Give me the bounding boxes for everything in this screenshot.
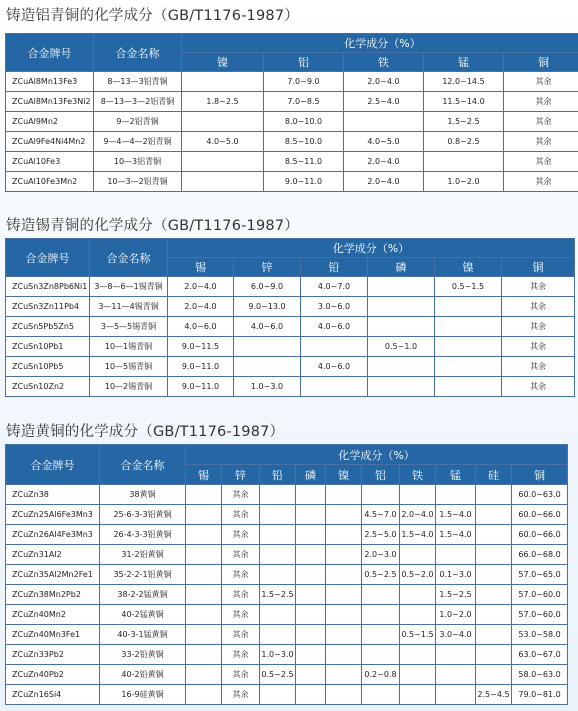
alloy-grade-cell: ZCuAl8Mn13Fe3Ni2 <box>6 92 94 112</box>
alloy-grade-cell: ZCuZn40Mn2 <box>6 605 100 625</box>
composition-cell <box>476 525 512 545</box>
element-header: 锡 <box>168 258 234 277</box>
composition-cell <box>435 377 502 397</box>
composition-cell: 4.0~5.0 <box>182 132 264 152</box>
composition-cell: 8.5~10.0 <box>264 132 344 152</box>
composition-cell: 11.5~14.0 <box>424 92 504 112</box>
composition-cell: 58.0~63.0 <box>512 665 568 685</box>
element-header: 铝 <box>264 53 344 72</box>
composition-cell <box>400 605 436 625</box>
composition-cell: 其余 <box>222 685 260 705</box>
alloy-grade-cell: ZCuZn38Mn2Pb2 <box>6 585 100 605</box>
column-header-composition: 化学成分（%） <box>168 239 575 258</box>
composition-cell <box>260 685 296 705</box>
composition-cell: 1.0~2.0 <box>436 605 476 625</box>
section-title-tin-bronze: 铸造锡青铜的化学成分（GB/T1176-1987） <box>6 218 299 234</box>
table-row <box>6 645 568 665</box>
table-row <box>6 337 575 357</box>
composition-cell: 2.0~3.0 <box>362 545 400 565</box>
section-title-aluminium-bronze: 铸造铝青铜的化学成分（GB/T1176-1987） <box>6 8 299 24</box>
element-header: 铜 <box>502 258 575 277</box>
composition-cell <box>326 665 362 685</box>
alloy-name-cell: 40-3-1锰黄铜 <box>100 625 186 645</box>
composition-cell <box>400 585 436 605</box>
composition-cell: 0.5~1.5 <box>400 625 436 645</box>
composition-cell <box>476 605 512 625</box>
alloy-grade-cell: ZCuZn31Al2 <box>6 545 100 565</box>
element-header: 铅 <box>260 465 296 485</box>
composition-cell: 57.0~60.0 <box>512 605 568 625</box>
composition-cell <box>400 665 436 685</box>
element-header: 镍 <box>326 465 362 485</box>
composition-cell: 60.0~66.0 <box>512 505 568 525</box>
alloy-grade-cell: ZCuAl8Mn13Fe3 <box>6 72 94 92</box>
composition-cell <box>182 112 264 132</box>
composition-cell: 0.5~2.5 <box>260 665 296 685</box>
table-row <box>6 525 568 545</box>
alloy-grade-cell: ZCuZn16Si4 <box>6 685 100 705</box>
alloy-name-cell: 10—3—2铝青铜 <box>94 172 182 192</box>
alloy-name-cell: 38-2-2锰黄铜 <box>100 585 186 605</box>
composition-cell <box>182 152 264 172</box>
composition-cell <box>296 605 326 625</box>
table-row <box>6 357 575 377</box>
column-header-name: 合金名称 <box>90 239 168 277</box>
composition-cell <box>326 565 362 585</box>
composition-cell: 2.0~4.0 <box>344 172 424 192</box>
table-row <box>6 585 568 605</box>
composition-cell <box>186 505 222 525</box>
alloy-name-cell: 9—4—4—2铝青铜 <box>94 132 182 152</box>
column-header-name: 合金名称 <box>100 445 186 485</box>
composition-cell <box>362 585 400 605</box>
composition-cell <box>234 337 301 357</box>
composition-cell <box>326 525 362 545</box>
composition-cell: 其余 <box>504 152 578 172</box>
composition-cell <box>326 485 362 505</box>
composition-cell <box>296 545 326 565</box>
composition-cell <box>362 625 400 645</box>
composition-cell: 其余 <box>504 172 578 192</box>
composition-cell: 1.0~3.0 <box>260 645 296 665</box>
composition-cell: 2.0~4.0 <box>400 505 436 525</box>
composition-cell <box>296 645 326 665</box>
composition-cell: 1.5~2.5 <box>260 585 296 605</box>
composition-cell: 其余 <box>504 72 578 92</box>
composition-cell <box>368 317 435 337</box>
composition-cell: 4.0~5.0 <box>344 132 424 152</box>
composition-cell <box>362 685 400 705</box>
element-header: 锡 <box>186 465 222 485</box>
composition-cell: 其余 <box>222 605 260 625</box>
composition-cell: 2.5~4.0 <box>344 92 424 112</box>
composition-cell: 4.0~6.0 <box>301 357 368 377</box>
alloy-name-cell: 3—8—6—1锡青铜 <box>90 277 168 297</box>
composition-cell: 12.0~14.5 <box>424 72 504 92</box>
element-header: 镍 <box>435 258 502 277</box>
section-title-brass: 铸造黄铜的化学成分（GB/T1176-1987） <box>6 424 285 440</box>
composition-cell: 66.0~68.0 <box>512 545 568 565</box>
table-row <box>6 665 568 685</box>
composition-cell: 79.0~81.0 <box>512 685 568 705</box>
composition-cell <box>186 665 222 685</box>
composition-cell: 2.5~4.5 <box>476 685 512 705</box>
composition-cell <box>296 665 326 685</box>
composition-cell: 4.0~7.0 <box>301 277 368 297</box>
composition-cell <box>476 625 512 645</box>
composition-cell <box>368 377 435 397</box>
alloy-grade-cell: ZCuSn3Zn11Pb4 <box>6 297 90 317</box>
composition-cell <box>260 565 296 585</box>
alloy-name-cell: 10—3铝青铜 <box>94 152 182 172</box>
alloy-name-cell: 35-2-2-1铝黄铜 <box>100 565 186 585</box>
composition-cell: 60.0~66.0 <box>512 525 568 545</box>
alloy-grade-cell: ZCuAl9Mn2 <box>6 112 94 132</box>
alloy-name-cell: 40-2锰黄铜 <box>100 605 186 625</box>
composition-cell <box>400 685 436 705</box>
composition-cell: 2.0~4.0 <box>344 72 424 92</box>
element-header: 铁 <box>344 53 424 72</box>
composition-cell <box>301 337 368 357</box>
composition-cell: 63.0~67.0 <box>512 645 568 665</box>
brass-table <box>5 444 568 705</box>
composition-cell <box>436 645 476 665</box>
table-row <box>6 625 568 645</box>
composition-cell <box>435 297 502 317</box>
composition-cell <box>260 505 296 525</box>
composition-cell: 4.5~7.0 <box>362 505 400 525</box>
alloy-grade-cell: ZCuZn35Al2Mn2Fe1 <box>6 565 100 585</box>
column-header-grade: 合金牌号 <box>6 445 100 485</box>
alloy-name-cell: 16-9硅黄铜 <box>100 685 186 705</box>
composition-cell: 60.0~63.0 <box>512 485 568 505</box>
alloy-grade-cell: ZCuSn5Pb5Zn5 <box>6 317 90 337</box>
element-header: 铝 <box>362 465 400 485</box>
composition-cell: 0.5~1.0 <box>368 337 435 357</box>
composition-cell <box>182 172 264 192</box>
composition-cell <box>186 485 222 505</box>
composition-cell: 其余 <box>504 132 578 152</box>
composition-cell <box>436 545 476 565</box>
composition-cell: 1.5~4.0 <box>436 525 476 545</box>
composition-cell: 53.0~58.0 <box>512 625 568 645</box>
element-header: 磷 <box>368 258 435 277</box>
table-row <box>6 545 568 565</box>
composition-cell: 其余 <box>502 277 575 297</box>
composition-cell: 其余 <box>222 485 260 505</box>
composition-cell <box>476 485 512 505</box>
composition-cell <box>296 685 326 705</box>
table-row <box>6 297 575 317</box>
composition-cell: 1.5~4.0 <box>436 505 476 525</box>
composition-cell <box>344 112 424 132</box>
composition-cell: 其余 <box>502 357 575 377</box>
table-row <box>6 377 575 397</box>
composition-cell: 2.0~4.0 <box>168 277 234 297</box>
alloy-name-cell: 10—5锡青铜 <box>90 357 168 377</box>
column-header-grade: 合金牌号 <box>6 239 90 277</box>
element-header: 镍 <box>182 53 264 72</box>
element-header: 磷 <box>296 465 326 485</box>
composition-cell <box>368 357 435 377</box>
composition-cell <box>260 545 296 565</box>
composition-cell <box>362 605 400 625</box>
alloy-name-cell: 33-2铅黄铜 <box>100 645 186 665</box>
alloy-grade-cell: ZCuZn25Al6Fe3Mn3 <box>6 505 100 525</box>
composition-cell: 0.5~1.5 <box>435 277 502 297</box>
alloy-name-cell: 8—13—3铝青铜 <box>94 72 182 92</box>
table-row <box>6 277 575 297</box>
composition-cell <box>326 505 362 525</box>
column-header-composition: 化学成分（%） <box>182 34 578 53</box>
element-header: 铜 <box>512 465 568 485</box>
alloy-grade-cell: ZCuZn26Al4Fe3Mn3 <box>6 525 100 545</box>
composition-cell <box>186 545 222 565</box>
element-header: 锰 <box>424 53 504 72</box>
composition-cell <box>362 485 400 505</box>
composition-cell <box>368 277 435 297</box>
table-row <box>6 605 568 625</box>
alloy-name-cell: 40-2铅黄铜 <box>100 665 186 685</box>
composition-cell: 其余 <box>502 337 575 357</box>
composition-cell: 9.0~11.5 <box>168 337 234 357</box>
composition-cell: 4.0~6.0 <box>301 317 368 337</box>
composition-cell: 8.0~10.0 <box>264 112 344 132</box>
alloy-name-cell: 26-4-3-3铝黄铜 <box>100 525 186 545</box>
composition-cell <box>260 525 296 545</box>
composition-cell <box>326 585 362 605</box>
composition-cell: 0.5~2.5 <box>362 565 400 585</box>
composition-cell: 其余 <box>222 505 260 525</box>
composition-cell: 其余 <box>222 645 260 665</box>
composition-cell: 1.5~4.0 <box>400 525 436 545</box>
composition-cell <box>296 505 326 525</box>
composition-cell <box>368 297 435 317</box>
alloy-name-cell: 38黄铜 <box>100 485 186 505</box>
alloy-name-cell: 3—5—5锡青铜 <box>90 317 168 337</box>
composition-cell: 1.5~2.5 <box>424 112 504 132</box>
alloy-grade-cell: ZCuZn33Pb2 <box>6 645 100 665</box>
composition-cell <box>301 377 368 397</box>
composition-cell: 其余 <box>222 525 260 545</box>
composition-cell: 1.8~2.5 <box>182 92 264 112</box>
alloy-grade-cell: ZCuAl10Fe3 <box>6 152 94 172</box>
composition-cell <box>435 317 502 337</box>
composition-cell: 7.0~9.0 <box>264 72 344 92</box>
alloy-name-cell: 8—13—3—2铝青铜 <box>94 92 182 112</box>
alloy-grade-cell: ZCuSn10Zn2 <box>6 377 90 397</box>
composition-cell <box>186 685 222 705</box>
composition-cell: 2.0~4.0 <box>168 297 234 317</box>
composition-cell <box>186 525 222 545</box>
composition-cell <box>186 605 222 625</box>
composition-cell: 9.0~13.0 <box>234 297 301 317</box>
table-row <box>6 172 578 192</box>
composition-cell: 其余 <box>222 565 260 585</box>
composition-cell: 其余 <box>222 625 260 645</box>
element-header: 铜 <box>504 53 578 72</box>
composition-cell <box>424 152 504 172</box>
table-row <box>6 505 568 525</box>
alloy-name-cell: 31-2铝黄铜 <box>100 545 186 565</box>
composition-cell: 0.2~0.8 <box>362 665 400 685</box>
table-row <box>6 92 578 112</box>
composition-cell <box>182 72 264 92</box>
composition-cell: 7.0~8.5 <box>264 92 344 112</box>
table-row <box>6 112 578 132</box>
alloy-name-cell: 10—1锡青铜 <box>90 337 168 357</box>
composition-cell <box>296 485 326 505</box>
alloy-grade-cell: ZCuAl9Fe4Ni4Mn2 <box>6 132 94 152</box>
composition-cell <box>476 645 512 665</box>
column-header-name: 合金名称 <box>94 34 182 72</box>
composition-cell <box>296 565 326 585</box>
alloy-grade-cell: ZCuZn40Pb2 <box>6 665 100 685</box>
composition-cell: 0.5~2.0 <box>400 565 436 585</box>
composition-cell: 57.0~65.0 <box>512 565 568 585</box>
composition-cell <box>436 485 476 505</box>
composition-cell <box>326 545 362 565</box>
alloy-name-cell: 9—2铝青铜 <box>94 112 182 132</box>
alloy-grade-cell: ZCuSn10Pb5 <box>6 357 90 377</box>
composition-cell: 其余 <box>222 585 260 605</box>
alloy-name-cell: 10—2锡青铜 <box>90 377 168 397</box>
composition-cell <box>296 525 326 545</box>
composition-cell: 其余 <box>502 297 575 317</box>
composition-cell: 9.0~11.0 <box>168 377 234 397</box>
composition-cell: 其余 <box>222 545 260 565</box>
column-header-composition: 化学成分（%） <box>186 445 568 465</box>
composition-cell <box>436 685 476 705</box>
composition-cell <box>296 585 326 605</box>
composition-cell <box>435 337 502 357</box>
element-header: 铁 <box>400 465 436 485</box>
element-header: 铅 <box>301 258 368 277</box>
composition-cell: 2.0~4.0 <box>344 152 424 172</box>
composition-cell <box>326 685 362 705</box>
composition-cell: 57.0~60.0 <box>512 585 568 605</box>
composition-cell: 2.5~5.0 <box>362 525 400 545</box>
composition-cell <box>400 645 436 665</box>
composition-cell <box>186 645 222 665</box>
table-row <box>6 565 568 585</box>
composition-cell <box>260 625 296 645</box>
composition-cell: 其余 <box>222 665 260 685</box>
alloy-grade-cell: ZCuSn10Pb1 <box>6 337 90 357</box>
composition-cell: 0.1~3.0 <box>436 565 476 585</box>
composition-cell: 3.0~4.0 <box>436 625 476 645</box>
alloy-name-cell: 3—11—4锡青铜 <box>90 297 168 317</box>
composition-cell <box>260 485 296 505</box>
composition-cell <box>476 565 512 585</box>
table-row <box>6 317 575 337</box>
composition-cell: 其余 <box>502 317 575 337</box>
composition-cell <box>476 665 512 685</box>
composition-cell <box>362 645 400 665</box>
composition-cell: 6.0~9.0 <box>234 277 301 297</box>
composition-cell: 其余 <box>504 92 578 112</box>
composition-cell <box>436 665 476 685</box>
alloy-grade-cell: ZCuZn40Mn3Fe1 <box>6 625 100 645</box>
composition-cell <box>400 485 436 505</box>
composition-cell <box>260 605 296 625</box>
composition-cell: 1.0~3.0 <box>234 377 301 397</box>
composition-cell <box>296 625 326 645</box>
composition-cell: 9.0~11.0 <box>168 357 234 377</box>
composition-cell: 其余 <box>502 377 575 397</box>
composition-cell <box>400 545 436 565</box>
table-row <box>6 485 568 505</box>
table-row <box>6 152 578 172</box>
column-header-grade: 合金牌号 <box>6 34 94 72</box>
element-header: 硅 <box>476 465 512 485</box>
composition-cell <box>326 605 362 625</box>
composition-cell: 其余 <box>504 112 578 132</box>
element-header: 锌 <box>234 258 301 277</box>
element-header: 锌 <box>222 465 260 485</box>
alloy-name-cell: 25-6-3-3铝黄铜 <box>100 505 186 525</box>
composition-cell: 8.5~11.0 <box>264 152 344 172</box>
composition-cell: 9.0~11.0 <box>264 172 344 192</box>
composition-cell: 3.0~6.0 <box>301 297 368 317</box>
composition-cell <box>326 625 362 645</box>
composition-cell: 0.8~2.5 <box>424 132 504 152</box>
composition-cell: 1.5~2.5 <box>436 585 476 605</box>
composition-cell <box>476 545 512 565</box>
element-header: 锰 <box>436 465 476 485</box>
aluminium-bronze-table <box>5 33 578 192</box>
composition-cell <box>186 565 222 585</box>
composition-cell <box>476 505 512 525</box>
composition-cell <box>186 585 222 605</box>
composition-cell <box>476 585 512 605</box>
table-row <box>6 132 578 152</box>
tin-bronze-table <box>5 238 575 397</box>
composition-cell <box>186 625 222 645</box>
table-row <box>6 72 578 92</box>
alloy-grade-cell: ZCuAl10Fe3Mn2 <box>6 172 94 192</box>
composition-cell <box>234 357 301 377</box>
composition-cell: 4.0~6.0 <box>168 317 234 337</box>
composition-cell: 4.0~6.0 <box>234 317 301 337</box>
composition-cell <box>326 645 362 665</box>
alloy-grade-cell: ZCuZn38 <box>6 485 100 505</box>
alloy-grade-cell: ZCuSn3Zn8Pb6Ni1 <box>6 277 90 297</box>
table-row <box>6 685 568 705</box>
composition-cell <box>435 357 502 377</box>
composition-cell: 1.0~2.0 <box>424 172 504 192</box>
